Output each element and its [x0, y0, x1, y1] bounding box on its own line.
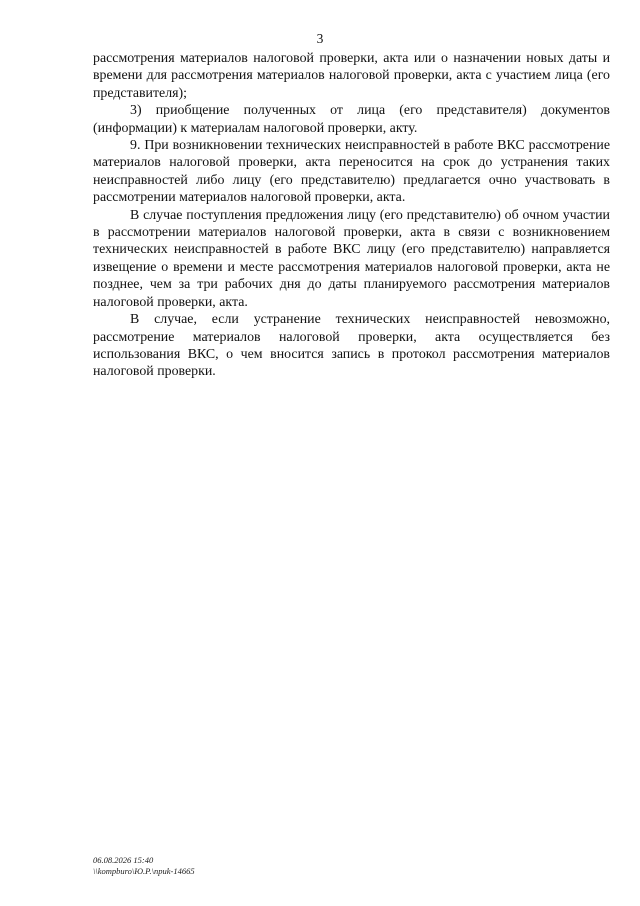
paragraph-without-vks: В случае, если устранение технических неисправностей невозможно, рассмотрение материалов налоговой проверки, акта осуществляется без использования ВКС, о чем вносится запись в протокол рассмотрения материалов налоговой проверки.: [93, 312, 610, 380]
paragraph-continuation: рассмотрения материалов налоговой проверки, акта или о назначении новых даты и времени для рассмотрения материалов налоговой проверки, акта с участием лица (его представителя);: [93, 51, 610, 101]
document-body: [93, 50, 610, 381]
footer-file-path: \\kompburo\Ю.Р.\приk-14665: [93, 865, 195, 876]
footer-timestamp: 06.08.2026 15:40: [93, 855, 154, 865]
document-footer: [93, 855, 195, 876]
paragraph-section-9: 9. При возникновении технических неисправностей в работе ВКС рассмотрение материалов налоговой проверки, акта переносится на срок до устранения таких неисправностей либо лицу (его представителю) предлагается очно участвовать в рассмотрении материалов налоговой проверки, акта.: [93, 138, 610, 206]
paragraph-in-person-participation: В случае поступления предложения лицу (его представителю) об очном участии в рассмотрении материалов налоговой проверки, акта в связи с возникновением технических неисправностей в работе ВКС лицу (его представителю) направляется извещение о времени и месте рассмотрения материалов налоговой проверки, акта не позднее, чем за три рабочих дня до даты планируемого рассмотрения материалов налоговой проверки, акта.: [93, 207, 610, 310]
page-number: 3: [316, 31, 324, 46]
paragraph-item-3: 3) приобщение полученных от лица (его представителя) документов (информации) к материалам налоговой проверки, акту.: [93, 103, 610, 136]
